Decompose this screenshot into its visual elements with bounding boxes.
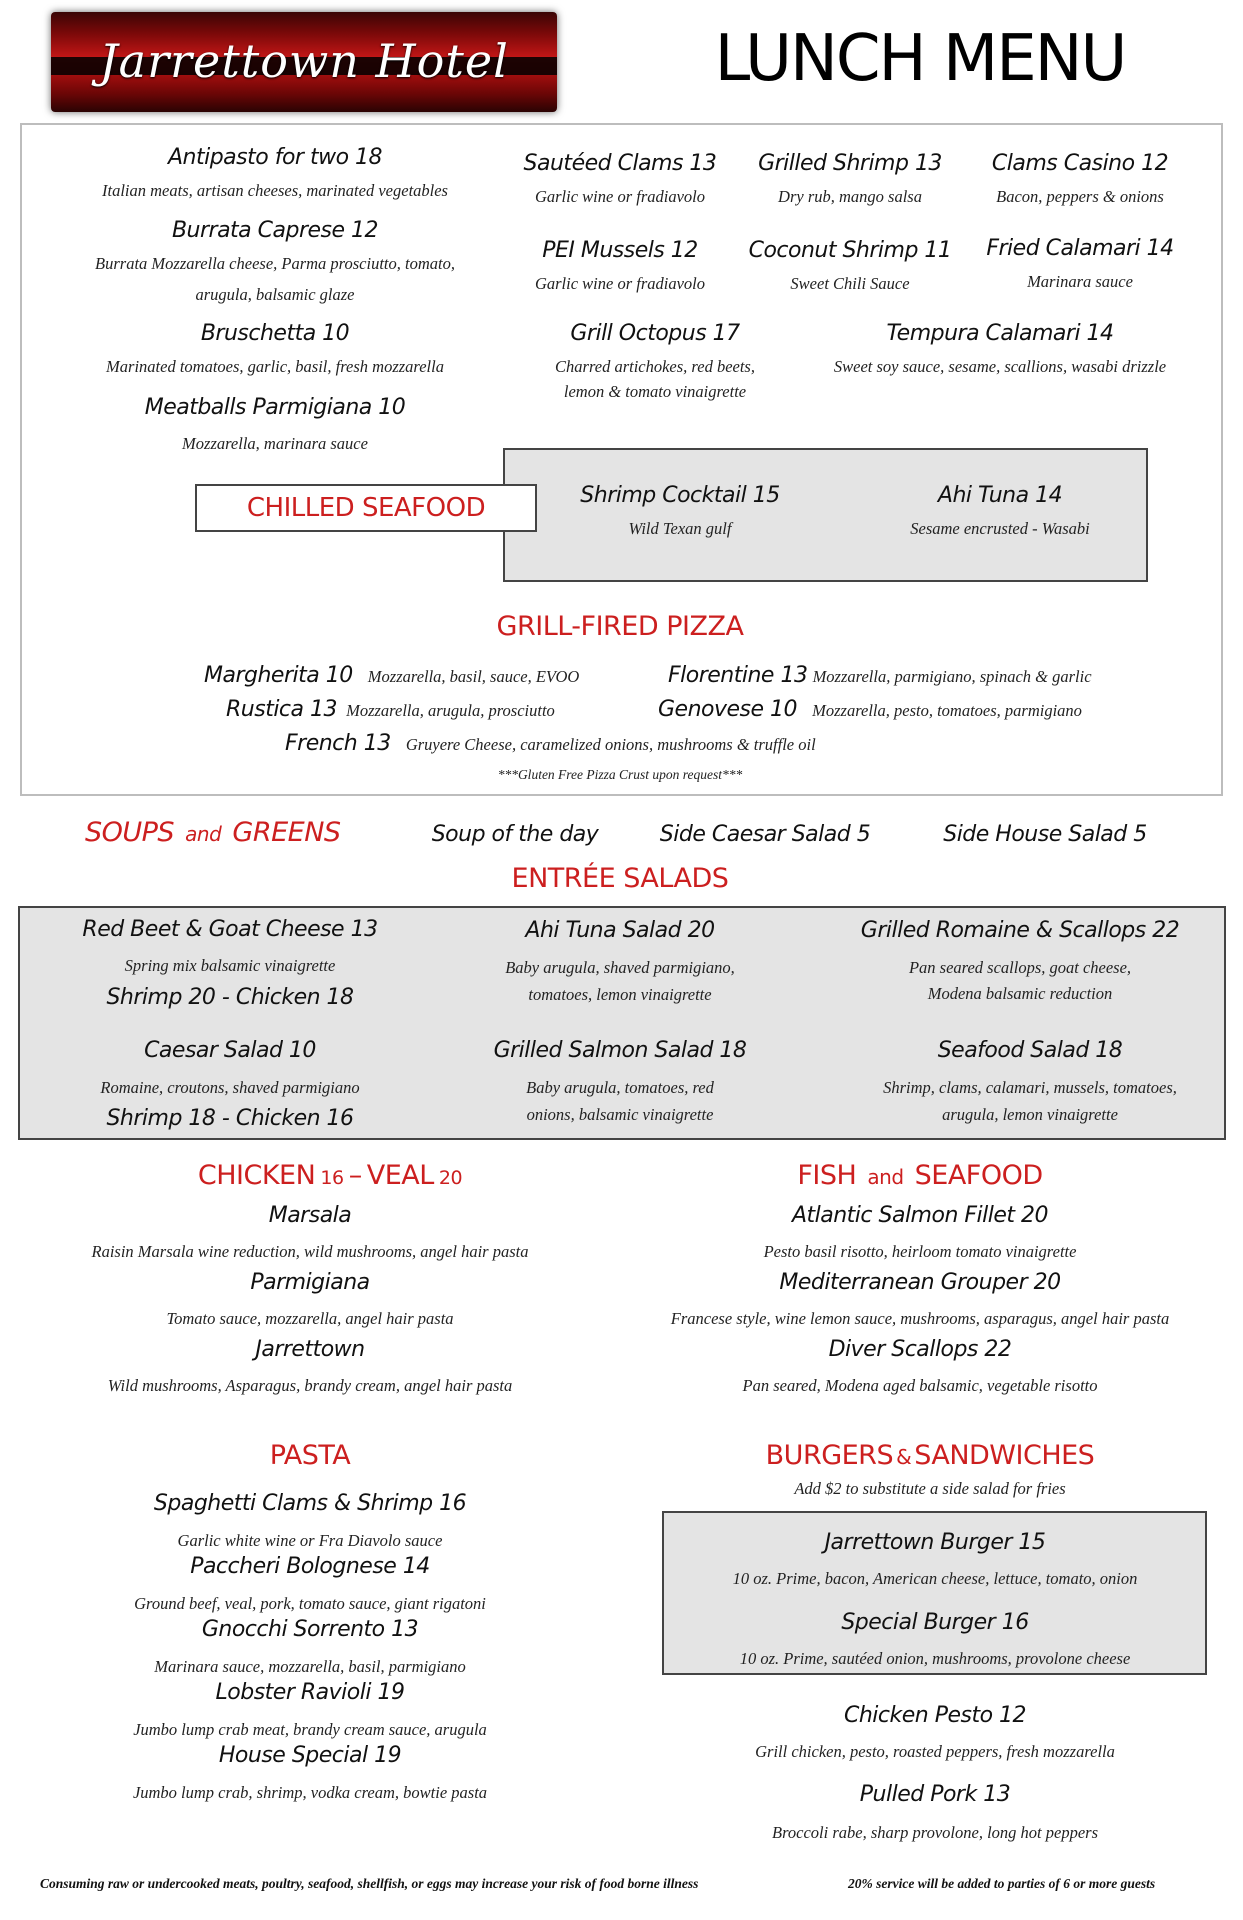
chilled-seafood-title: CHILLED SEAFOOD xyxy=(195,484,537,532)
burrata-name: Burrata Caprese 12 xyxy=(171,218,379,243)
shrimp-cocktail-desc: Wild Texan gulf xyxy=(628,519,732,538)
spaghetti-name: Spaghetti Clams & Shrimp 16 xyxy=(153,1491,467,1516)
romaine-desc-1: Pan seared scallops, goat cheese, xyxy=(908,958,1132,977)
burgers-amp: & xyxy=(896,1445,912,1469)
paccheri-name: Paccheri Bolognese 14 xyxy=(190,1554,430,1579)
calamari-desc: Marinara sauce xyxy=(1027,272,1133,291)
veal-title: VEAL xyxy=(366,1160,434,1191)
chicken-dash: – xyxy=(348,1160,362,1191)
ravioli-desc: Jumbo lump crab meat, brandy cream sauce, arugula xyxy=(133,1720,487,1739)
chicken-price: 16 xyxy=(320,1167,344,1189)
beet-extra: Shrimp 20 - Chicken 18 xyxy=(106,985,354,1010)
rustica-name: Rustica 13 xyxy=(226,697,337,722)
tempura-name: Tempura Calamari 14 xyxy=(886,321,1114,346)
ahi-salad-desc-2: tomatoes, lemon vinaigrette xyxy=(528,985,712,1004)
house-special-name: House Special 19 xyxy=(218,1743,402,1768)
burgers-note: Add $2 to substitute a side salad for fries xyxy=(794,1479,1066,1498)
salmon-salad-desc-2: onions, balsamic vinaigrette xyxy=(526,1105,714,1124)
grouper-desc: Francese style, wine lemon sauce, mushrooms, asparagus, angel hair pasta xyxy=(670,1309,1170,1328)
burrata-desc-1: Burrata Mozzarella cheese, Parma prosciutto, tomato, xyxy=(95,254,455,273)
scallops-name: Diver Scallops 22 xyxy=(828,1337,1012,1362)
meatballs-desc: Mozzarella, marinara sauce xyxy=(182,434,368,453)
octopus-desc-1: Charred artichokes, red beets, xyxy=(555,357,755,376)
chicken-title: CHICKEN xyxy=(197,1160,316,1191)
florentine-desc: Mozzarella, parmigiano, spinach & garlic xyxy=(812,667,1092,686)
chilled-seafood-panel xyxy=(503,448,1148,582)
chicken-veal-title xyxy=(100,1160,560,1191)
seafood-salad-desc-1: Shrimp, clams, calamari, mussels, tomatoes, xyxy=(883,1078,1177,1097)
spaghetti-desc: Garlic white wine or Fra Diavolo sauce xyxy=(177,1531,443,1550)
clams-name: Sautéed Clams 13 xyxy=(523,151,717,176)
pulled-pork-desc: Broccoli rabe, sharp provolone, long hot peppers xyxy=(772,1823,1098,1842)
soups-title-and: and xyxy=(185,822,222,846)
parmigiana-name: Parmigiana xyxy=(250,1270,370,1295)
fish-title-a: FISH xyxy=(797,1160,857,1191)
tempura-desc: Sweet soy sauce, sesame, scallions, wasabi drizzle xyxy=(833,357,1167,376)
special-burger-name: Special Burger 16 xyxy=(841,1610,1029,1635)
shrimp-desc: Dry rub, mango salsa xyxy=(778,187,922,206)
burgers-title-a: BURGERS xyxy=(765,1440,894,1471)
antipasto-name: Antipasto for two 18 xyxy=(167,145,383,170)
page-title: LUNCH MENU xyxy=(714,22,1126,96)
jarrettown-burger-name: Jarrettown Burger 15 xyxy=(824,1530,1046,1555)
french-name: French 13 xyxy=(285,731,391,756)
florentine-name: Florentine 13 xyxy=(668,663,808,688)
soups-title-a: SOUPS xyxy=(85,817,175,848)
side-house: Side House Salad 5 xyxy=(943,822,1147,847)
ravioli-name: Lobster Ravioli 19 xyxy=(215,1680,405,1705)
fish-title-b: SEAFOOD xyxy=(914,1160,1043,1191)
logo-text: Jarrettown Hotel xyxy=(99,34,509,88)
french-desc: Gruyere Cheese, caramelized onions, mushrooms & truffle oil xyxy=(405,735,816,754)
hotel-logo xyxy=(51,12,557,112)
grouper-name: Mediterranean Grouper 20 xyxy=(779,1270,1061,1295)
pizza-title: GRILL-FIRED PIZZA xyxy=(496,611,744,642)
salmon-fillet-name: Atlantic Salmon Fillet 20 xyxy=(791,1203,1049,1228)
caesar-desc: Romaine, croutons, shaved parmigiano xyxy=(100,1078,360,1097)
salmon-salad-name: Grilled Salmon Salad 18 xyxy=(493,1038,747,1063)
beet-name: Red Beet & Goat Cheese 13 xyxy=(82,917,378,942)
pulled-pork-name: Pulled Pork 13 xyxy=(859,1782,1011,1807)
rustica-row xyxy=(226,697,626,722)
pasta-title: PASTA xyxy=(269,1440,351,1471)
food-warning: Consuming raw or undercooked meats, poultry, seafood, shellfish, or eggs may increase your risk of food borne illness xyxy=(40,1876,699,1891)
house-special-desc: Jumbo lump crab, shrimp, vodka cream, bowtie pasta xyxy=(132,1783,488,1802)
ahi-salad-desc-1: Baby arugula, shaved parmigiano, xyxy=(505,958,735,977)
jarrettown-desc: Wild mushrooms, Asparagus, brandy cream, angel hair pasta xyxy=(107,1376,513,1395)
casino-desc: Bacon, peppers & onions xyxy=(996,187,1164,206)
scallops-desc: Pan seared, Modena aged balsamic, vegetable risotto xyxy=(742,1376,1098,1395)
parmigiana-desc: Tomato sauce, mozzarella, angel hair pasta xyxy=(166,1309,454,1328)
shrimp-name: Grilled Shrimp 13 xyxy=(758,151,942,176)
mussels-desc: Garlic wine or fradiavolo xyxy=(534,274,706,293)
octopus-name: Grill Octopus 17 xyxy=(570,321,740,346)
burrata-desc-2: arugula, balsamic glaze xyxy=(195,285,355,304)
marsala-name: Marsala xyxy=(268,1203,352,1228)
side-caesar: Side Caesar Salad 5 xyxy=(659,822,871,847)
salads-title: ENTRÉE SALADS xyxy=(511,863,729,894)
bruschetta-name: Bruschetta 10 xyxy=(200,321,350,346)
caesar-extra: Shrimp 18 - Chicken 16 xyxy=(106,1106,354,1131)
gluten-free-note: ***Gluten Free Pizza Crust upon request*** xyxy=(497,767,743,782)
seafood-salad-desc-2: arugula, lemon vinaigrette xyxy=(942,1105,1118,1124)
casino-name: Clams Casino 12 xyxy=(991,151,1169,176)
fish-title xyxy=(680,1160,1160,1191)
genovese-desc: Mozzarella, pesto, tomatoes, parmigiano xyxy=(812,701,1082,720)
genovese-row xyxy=(658,697,1208,722)
meatballs-name: Meatballs Parmigiana 10 xyxy=(144,395,406,420)
service-note: 20% service will be added to parties of 6 or more guests xyxy=(848,1876,1156,1891)
rustica-desc: Mozzarella, arugula, prosciutto xyxy=(346,701,555,720)
soups-title xyxy=(85,817,405,848)
caesar-name: Caesar Salad 10 xyxy=(144,1038,316,1063)
seafood-salad-name: Seafood Salad 18 xyxy=(937,1038,1123,1063)
gnocchi-desc: Marinara sauce, mozzarella, basil, parmigiano xyxy=(154,1657,466,1676)
burgers-title xyxy=(680,1440,1180,1471)
salmon-fillet-desc: Pesto basil risotto, heirloom tomato vinaigrette xyxy=(763,1242,1077,1261)
romaine-name: Grilled Romaine & Scallops 22 xyxy=(860,918,1180,943)
calamari-name: Fried Calamari 14 xyxy=(986,236,1174,261)
french-row xyxy=(285,731,1045,756)
special-burger-desc: 10 oz. Prime, sautéed onion, mushrooms, provolone cheese xyxy=(739,1649,1131,1668)
chicken-pesto-desc: Grill chicken, pesto, roasted peppers, fresh mozzarella xyxy=(755,1742,1115,1761)
paccheri-desc: Ground beef, veal, pork, tomato sauce, giant rigatoni xyxy=(134,1594,486,1613)
clams-desc: Garlic wine or fradiavolo xyxy=(534,187,706,206)
salmon-salad-desc-1: Baby arugula, tomatoes, red xyxy=(526,1078,714,1097)
soup-of-day: Soup of the day xyxy=(431,822,599,847)
ahi-tuna-desc: Sesame encrusted - Wasabi xyxy=(910,519,1090,538)
veal-price: 20 xyxy=(438,1167,463,1189)
beet-desc: Spring mix balsamic vinaigrette xyxy=(124,956,336,975)
octopus-desc-2: lemon & tomato vinaigrette xyxy=(563,382,747,401)
margherita-row xyxy=(204,663,624,688)
ahi-tuna-name: Ahi Tuna 14 xyxy=(937,483,1063,508)
antipasto-desc: Italian meats, artisan cheeses, marinated vegetables xyxy=(102,181,448,200)
gnocchi-name: Gnocchi Sorrento 13 xyxy=(201,1617,419,1642)
burgers-title-b: SANDWICHES xyxy=(914,1440,1095,1471)
ahi-salad-name: Ahi Tuna Salad 20 xyxy=(525,918,715,943)
margherita-name: Margherita 10 xyxy=(204,663,353,688)
coconut-desc: Sweet Chili Sauce xyxy=(790,274,910,293)
florentine-row xyxy=(668,663,1208,688)
fish-title-and: and xyxy=(867,1165,904,1189)
marsala-desc: Raisin Marsala wine reduction, wild mushrooms, angel hair pasta xyxy=(91,1242,529,1261)
romaine-desc-2: Modena balsamic reduction xyxy=(927,984,1113,1003)
jarrettown-burger-desc: 10 oz. Prime, bacon, American cheese, lettuce, tomato, onion xyxy=(732,1569,1138,1588)
chicken-pesto-name: Chicken Pesto 12 xyxy=(843,1703,1027,1728)
jarrettown-name: Jarrettown xyxy=(255,1337,365,1362)
margherita-desc: Mozzarella, basil, sauce, EVOO xyxy=(367,667,580,686)
genovese-name: Genovese 10 xyxy=(658,697,798,722)
mussels-name: PEI Mussels 12 xyxy=(542,238,698,263)
soups-title-b: GREENS xyxy=(232,817,341,848)
shrimp-cocktail-name: Shrimp Cocktail 15 xyxy=(580,483,780,508)
coconut-name: Coconut Shrimp 11 xyxy=(748,238,952,263)
bruschetta-desc: Marinated tomatoes, garlic, basil, fresh mozzarella xyxy=(106,357,444,376)
